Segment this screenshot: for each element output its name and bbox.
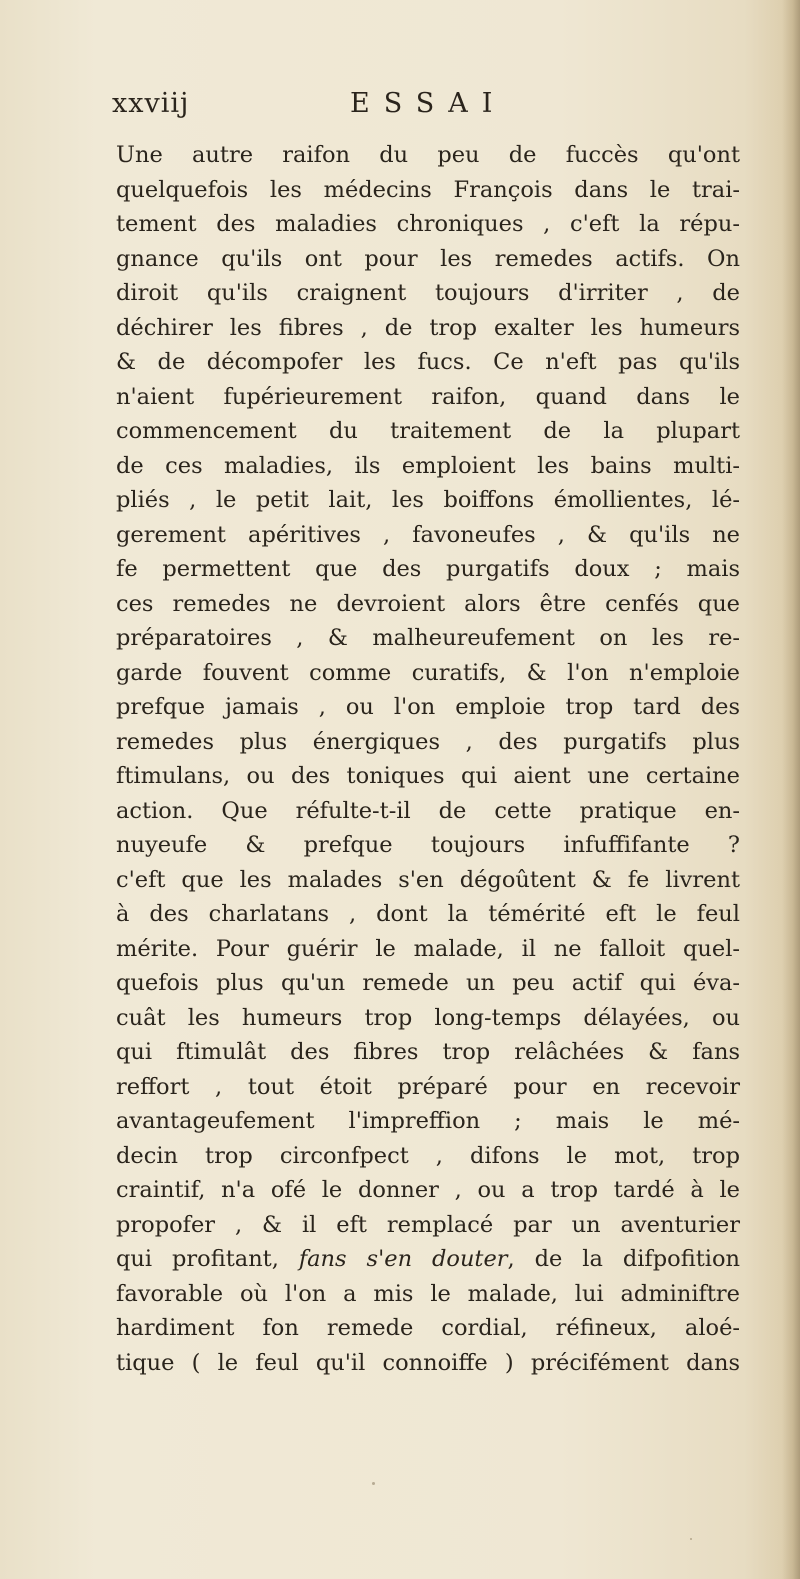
text-line: quelquefois les médecins François dans le trai- — [116, 176, 740, 203]
text-line: cuât les humeurs trop long-temps délayées, ou — [116, 1004, 740, 1031]
text-line: & de décompofer les fucs. Ce n'eft pas qu'ils — [116, 349, 740, 375]
line-segment: qui profitant, — [116, 1246, 299, 1272]
text-line: tique ( le feul qu'il connoiffe ) précifément dans — [116, 1349, 740, 1376]
page-header — [112, 86, 732, 126]
text-line: action. Que réfulte-t-il de cette pratique en- — [116, 797, 740, 824]
text-line: à des charlatans , dont la témérité eft le feul — [116, 901, 740, 927]
text-line: n'aient fupérieurement raifon, quand dans le — [116, 383, 740, 410]
text-line: favorable où l'on a mis le malade, lui adminiftre — [116, 1280, 740, 1307]
text-line: remedes plus énergiques , des purgatifs plus — [116, 728, 740, 755]
text-line: qui ftimulât des fibres trop relâchées & fans — [116, 1039, 740, 1065]
text-line: decin trop circonfpect , difons le mot, trop — [116, 1142, 740, 1169]
text-line: prefque jamais , ou l'on emploie trop tard des — [116, 694, 740, 720]
text-line: nuyeufe & prefque toujours infuffifante ? — [116, 832, 740, 858]
text-line: c'eft que les malades s'en dégoûtent & fe livrent — [116, 866, 740, 893]
text-line: propofer , & il eft remplacé par un aventurier — [116, 1211, 740, 1238]
text-line: fe permettent que des purgatifs doux ; mais — [116, 556, 740, 582]
text-line: tement des maladies chroniques , c'eft la répu- — [116, 211, 740, 237]
text-line: hardiment fon remede cordial, réfineux, aloé- — [116, 1315, 740, 1341]
text-line: de ces maladies, ils emploient les bains multi- — [116, 452, 740, 479]
italic-phrase: fans s'en douter — [298, 1246, 508, 1272]
text-line: gerement apéritives , favoneufes , & qu'ils ne — [116, 521, 740, 548]
text-line: avantageufement l'impreffion ; mais le mé- — [116, 1108, 740, 1134]
body-paragraph — [116, 138, 740, 1380]
text-line: ces remedes ne devroient alors être cenfés que — [116, 590, 740, 617]
running-title: ESSAI — [350, 88, 507, 119]
text-line: reffort , tout étoit préparé pour en recevoir — [116, 1073, 740, 1100]
text-line-with-italic — [116, 1242, 740, 1277]
text-line: préparatoires , & malheureufement on les re- — [116, 625, 740, 651]
text-line: ftimulans, ou des toniques qui aient une certaine — [116, 763, 740, 789]
page-number: xxviij — [112, 88, 190, 119]
paper-speck — [690, 1538, 692, 1540]
text-line: mérite. Pour guérir le malade, il ne falloit quel- — [116, 935, 740, 962]
text-line: quefois plus qu'un remede un peu actif qui éva- — [116, 970, 740, 996]
page-edge-shadow — [782, 0, 800, 1579]
text-line: déchirer les fibres , de trop exalter les humeurs — [116, 314, 740, 341]
text-line: Une autre raifon du peu de fuccès qu'ont — [116, 142, 740, 168]
text-line: craintif, n'a ofé le donner , ou a trop tardé à le — [116, 1177, 740, 1203]
line-segment: , de la difpofition — [507, 1246, 740, 1272]
text-line: gnance qu'ils ont pour les remedes actifs. On — [116, 245, 740, 272]
text-line: garde fouvent comme curatifs, & l'on n'emploie — [116, 659, 740, 686]
text-line: commencement du traitement de la plupart — [116, 418, 740, 444]
paper-speck — [372, 1482, 375, 1485]
text-line: diroit qu'ils craignent toujours d'irriter , de — [116, 280, 740, 306]
text-line: pliés , le petit lait, les boiffons émollientes, lé- — [116, 487, 740, 513]
